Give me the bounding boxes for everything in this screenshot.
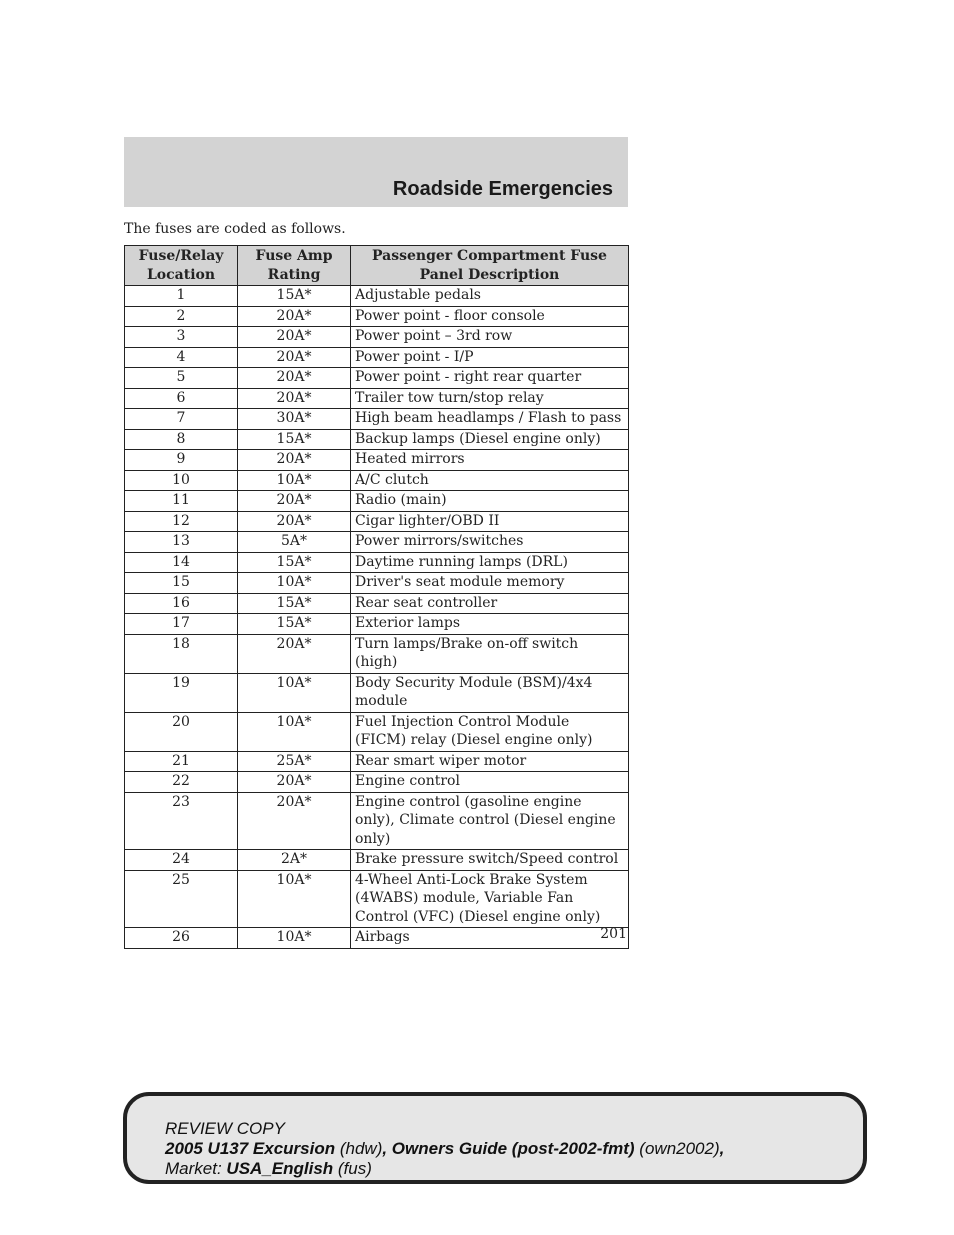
cell-description: Heated mirrors: [351, 450, 629, 471]
cell-location: 4: [125, 347, 238, 368]
model-code: (hdw): [339, 1139, 383, 1158]
table-row: [125, 532, 629, 553]
cell-location: 15: [125, 573, 238, 594]
cell-description: 4-Wheel Anti-Lock Brake System (4WABS) module, Variable Fan Control (VFC) (Diesel engine only): [351, 870, 629, 928]
model-name: 2005 U137 Excursion: [165, 1139, 336, 1158]
page-number: 201: [600, 926, 627, 942]
fuse-table: [124, 245, 629, 949]
cell-amp-rating: 25A*: [238, 751, 351, 772]
cell-description: Rear seat controller: [351, 593, 629, 614]
cell-description: Turn lamps/Brake on-off switch (high): [351, 634, 629, 673]
market-code: (fus): [337, 1159, 372, 1178]
cell-description: Engine control (gasoline engine only), Climate control (Diesel engine only): [351, 792, 629, 850]
cell-location: 6: [125, 388, 238, 409]
cell-amp-rating: 20A*: [238, 327, 351, 348]
cell-location: 13: [125, 532, 238, 553]
cell-description: Airbags: [351, 928, 629, 949]
cell-description: Power point - right rear quarter: [351, 368, 629, 389]
cell-amp-rating: 15A*: [238, 429, 351, 450]
table-row: [125, 850, 629, 871]
section-header-band: [124, 137, 628, 207]
cell-location: 12: [125, 511, 238, 532]
review-copy-label: REVIEW COPY: [165, 1119, 285, 1138]
cell-description: A/C clutch: [351, 470, 629, 491]
cell-amp-rating: 15A*: [238, 593, 351, 614]
table-row: [125, 450, 629, 471]
cell-description: Radio (main): [351, 491, 629, 512]
cell-amp-rating: 5A*: [238, 532, 351, 553]
cell-description: Rear smart wiper motor: [351, 751, 629, 772]
table-row: [125, 634, 629, 673]
table-row: [125, 552, 629, 573]
table-row: [125, 573, 629, 594]
cell-description: Cigar lighter/OBD II: [351, 511, 629, 532]
table-row: [125, 409, 629, 430]
table-row: [125, 673, 629, 712]
cell-description: Backup lamps (Diesel engine only): [351, 429, 629, 450]
cell-location: 24: [125, 850, 238, 871]
table-row: [125, 306, 629, 327]
cell-location: 5: [125, 368, 238, 389]
table-row: [125, 593, 629, 614]
cell-amp-rating: 10A*: [238, 928, 351, 949]
cell-location: 3: [125, 327, 238, 348]
cell-location: 1: [125, 286, 238, 307]
cell-description: Engine control: [351, 772, 629, 793]
review-copy-box: [123, 1092, 867, 1184]
cell-location: 8: [125, 429, 238, 450]
cell-location: 9: [125, 450, 238, 471]
cell-location: 16: [125, 593, 238, 614]
column-header-description: Passenger Compartment Fuse Panel Description: [351, 246, 629, 286]
cell-amp-rating: 30A*: [238, 409, 351, 430]
cell-description: Body Security Module (BSM)/4x4 module: [351, 673, 629, 712]
cell-amp-rating: 15A*: [238, 614, 351, 635]
cell-amp-rating: 20A*: [238, 634, 351, 673]
cell-amp-rating: 20A*: [238, 388, 351, 409]
table-row: [125, 772, 629, 793]
table-row: [125, 388, 629, 409]
cell-description: Adjustable pedals: [351, 286, 629, 307]
table-row: [125, 792, 629, 850]
cell-location: 14: [125, 552, 238, 573]
table-row: [125, 347, 629, 368]
cell-amp-rating: 20A*: [238, 347, 351, 368]
cell-amp-rating: 20A*: [238, 491, 351, 512]
table-row: [125, 928, 629, 949]
column-header-location: Fuse/Relay Location: [125, 246, 238, 286]
column-header-amp-rating: Fuse Amp Rating: [238, 246, 351, 286]
table-row: [125, 368, 629, 389]
cell-description: Brake pressure switch/Speed control: [351, 850, 629, 871]
market-value: USA_English: [226, 1159, 334, 1178]
cell-location: 19: [125, 673, 238, 712]
cell-amp-rating: 20A*: [238, 511, 351, 532]
cell-amp-rating: 15A*: [238, 552, 351, 573]
table-row: [125, 470, 629, 491]
cell-location: 20: [125, 712, 238, 751]
table-row: [125, 327, 629, 348]
table-row: [125, 286, 629, 307]
fuse-table-body: [125, 286, 629, 949]
cell-description: High beam headlamps / Flash to pass: [351, 409, 629, 430]
cell-location: 26: [125, 928, 238, 949]
cell-location: 11: [125, 491, 238, 512]
guide-name: , Owners Guide (post-2002-fmt): [382, 1139, 635, 1158]
intro-text: The fuses are coded as follows.: [124, 221, 346, 237]
cell-location: 10: [125, 470, 238, 491]
table-row: [125, 712, 629, 751]
cell-amp-rating: 10A*: [238, 870, 351, 928]
cell-description: Daytime running lamps (DRL): [351, 552, 629, 573]
cell-location: 18: [125, 634, 238, 673]
cell-location: 7: [125, 409, 238, 430]
separator-comma: ,: [719, 1139, 725, 1158]
section-title: Roadside Emergencies: [392, 178, 613, 200]
cell-description: Fuel Injection Control Module (FICM) relay (Diesel engine only): [351, 712, 629, 751]
cell-location: 22: [125, 772, 238, 793]
cell-description: Driver's seat module memory: [351, 573, 629, 594]
cell-amp-rating: 10A*: [238, 470, 351, 491]
cell-location: 23: [125, 792, 238, 850]
cell-amp-rating: 20A*: [238, 450, 351, 471]
cell-amp-rating: 20A*: [238, 772, 351, 793]
cell-description: Power mirrors/switches: [351, 532, 629, 553]
cell-description: Power point - I/P: [351, 347, 629, 368]
cell-amp-rating: 20A*: [238, 368, 351, 389]
cell-location: 25: [125, 870, 238, 928]
table-row: [125, 511, 629, 532]
cell-description: Trailer tow turn/stop relay: [351, 388, 629, 409]
cell-location: 2: [125, 306, 238, 327]
table-row: [125, 614, 629, 635]
table-row: [125, 491, 629, 512]
market-label: Market:: [165, 1159, 222, 1178]
cell-amp-rating: 2A*: [238, 850, 351, 871]
cell-description: Exterior lamps: [351, 614, 629, 635]
guide-code: (own2002): [639, 1139, 720, 1158]
cell-amp-rating: 10A*: [238, 673, 351, 712]
cell-description: Power point - floor console: [351, 306, 629, 327]
table-header-row: [125, 246, 629, 286]
cell-location: 21: [125, 751, 238, 772]
cell-location: 17: [125, 614, 238, 635]
cell-amp-rating: 20A*: [238, 792, 351, 850]
table-row: [125, 429, 629, 450]
table-row: [125, 751, 629, 772]
review-copy-text: [165, 1119, 724, 1179]
cell-description: Power point – 3rd row: [351, 327, 629, 348]
cell-amp-rating: 15A*: [238, 286, 351, 307]
cell-amp-rating: 20A*: [238, 306, 351, 327]
table-row: [125, 870, 629, 928]
cell-amp-rating: 10A*: [238, 712, 351, 751]
cell-amp-rating: 10A*: [238, 573, 351, 594]
